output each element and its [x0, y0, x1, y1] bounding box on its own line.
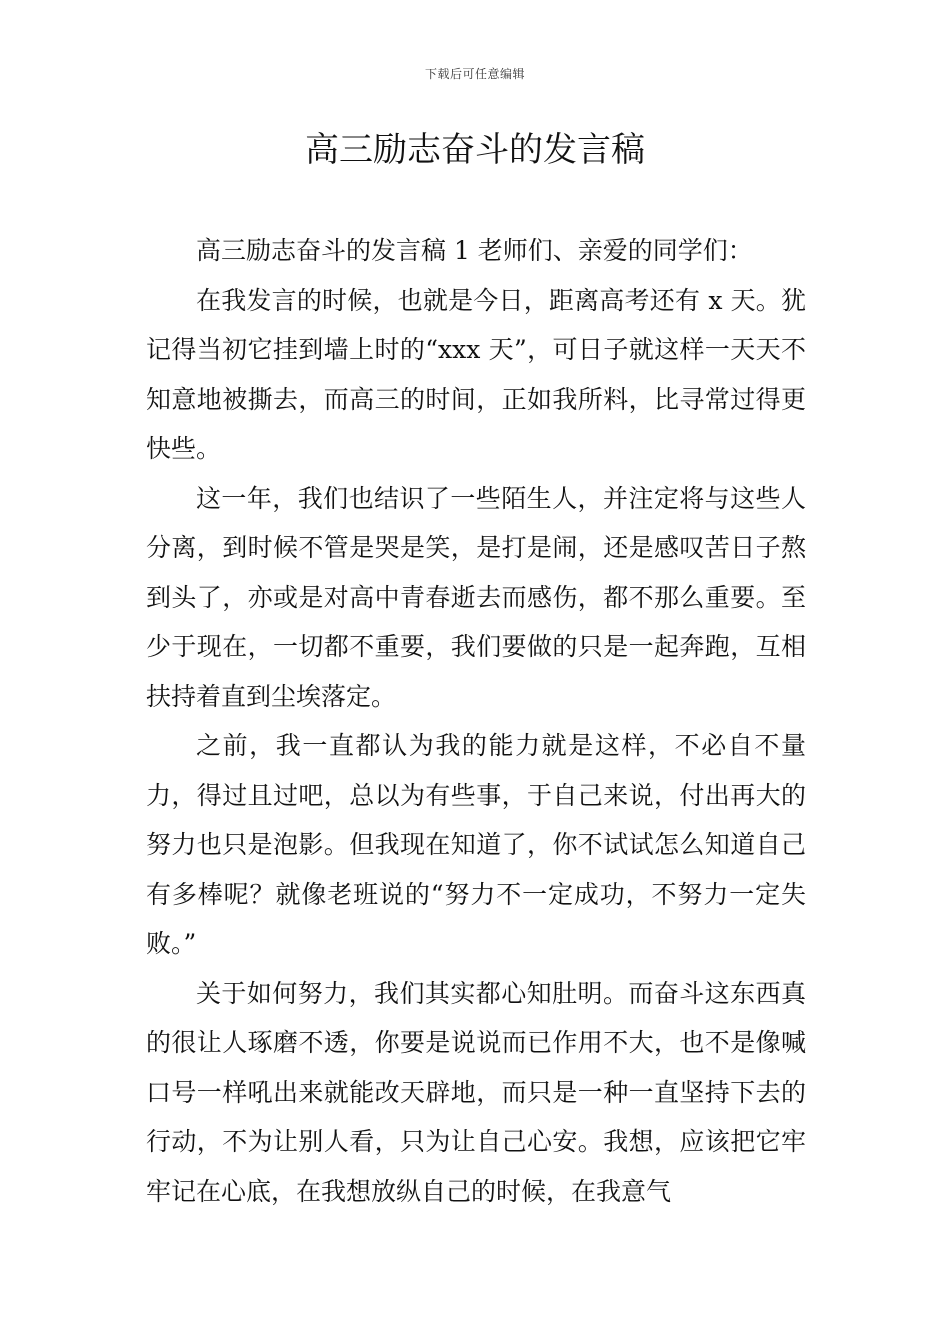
document-title: 高三励志奋斗的发言稿 [305, 130, 645, 170]
paragraph: 关于如何努力，我们其实都心知肚明。而奋斗这东西真的很让人琢磨不透，你要是说说而已作用不大，也不是像喊口号一样吼出来就能改天辟地，而只是一种一直坚持下去的行动，不为让别人看，只为让自己心安。我想，应该把它牢牢记在心底，在我想放纵自己的时候，在我意气 [146, 978, 806, 1206]
paragraph: 在我发言的时候，也就是今日，距离高考还有 x 天。犹记得当初它挂到墙上时的“xxx 天”，可日子就这样一天天不知意地被撕去，而高三的时间，正如我所料，比寻常过得更快些。 [146, 285, 806, 463]
paragraph: 这一年，我们也结识了一些陌生人，并注定将与这些人分离，到时候不管是哭是笑，是打是闹，还是感叹苦日子熬到头了，亦或是对高中青春逝去而感伤，都不那么重要。至少于现在，一切都不重要，我们要做的只是一起奔跑，互相扶持着直到尘埃落定。 [146, 483, 806, 711]
document-body [146, 226, 806, 1216]
paragraph-salutation: 高三励志奋斗的发言稿 1 老师们、亲爱的同学们： [196, 236, 753, 265]
paragraph: 之前，我一直都认为我的能力就是这样，不必自不量力，得过且过吧，总以为有些事，于自己来说，付出再大的努力也只是泡影。但我现在知道了，你不试试怎么知道自己有多棒呢？就像老班说的“努力不一定成功，不努力一定失败。” [146, 731, 806, 958]
header-note: 下载后可任意编辑 [424, 67, 525, 81]
